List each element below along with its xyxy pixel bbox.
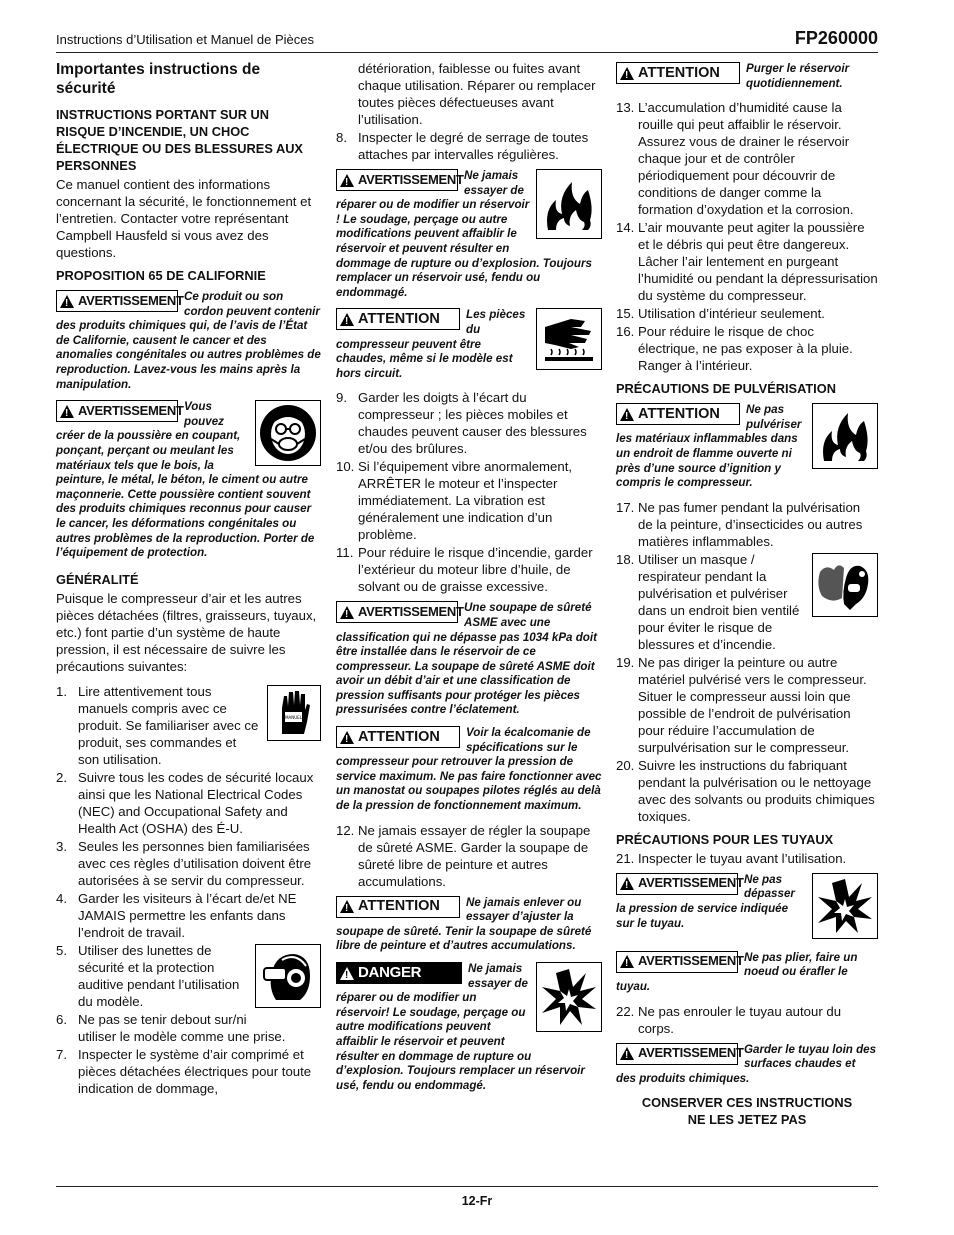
- hot-surface-hand-icon: [536, 308, 602, 370]
- intro-paragraph: Ce manuel contient des informations concernant la sécurité, le fonctionnement et l’entretien. Contacter votre représentant Campbell Hausfeld si vous avez des questions.: [56, 177, 312, 260]
- respirator-spray-icon: [812, 553, 878, 617]
- warning-hose-heat: ! AVERTISSEMENT Garder le tuyau loin des surfaces chaudes et des produits chimiques.: [616, 1043, 878, 1087]
- warning-signal: ! AVERTISSEMENT: [336, 601, 458, 623]
- caution-decal: ! ATTENTION Voir la écalcomanie de spécifications sur le compresseur pour retrouver la pression de service maximum. Ne pas faire fonctionner avec un manostat ou soupapes pilotes réglés au delà de la pression de fonctionnement maximum.: [336, 726, 602, 814]
- list-item: 22. Ne pas enrouler le tuyau autour du corps.: [616, 1003, 842, 1036]
- list-item: 19. Ne pas diriger la peinture ou autre matériel pulvérisé vers le compresseur. Situer le compresseur aussi loin que possible de l’endroit de pulvérisation pour réduire l’accumulation de surpulvérisation sur le compresseur.: [616, 654, 867, 755]
- warning-triangle-icon: [620, 408, 634, 421]
- general-paragraph: Puisque le compresseur d’air et les autres pièces détachées (filtres, graisseurs, tuyaux, etc.) font partie d’un système de haute pression, il est nécessaire de suivre les précautions suivantes:: [56, 590, 317, 674]
- manual-glove-icon: [267, 685, 321, 741]
- list-item: 6. Ne pas se tenir debout sur/ni utiliser le modèle comme une prise.: [56, 1011, 286, 1044]
- caution-signal: ! ATTENTION: [336, 308, 460, 330]
- respirator-mask-icon: [255, 400, 321, 466]
- warning-triangle-icon: [620, 877, 634, 890]
- header-rule: [56, 52, 878, 53]
- warning-triangle-icon: [60, 405, 74, 418]
- list-item: 17. Ne pas fumer pendant la pulvérisation de la peinture, d’insecticides ou autres matières inflammables.: [616, 499, 863, 549]
- caution-signal: ! ATTENTION: [616, 403, 740, 425]
- explosion-icon: [536, 962, 602, 1032]
- list-22: [616, 1003, 878, 1037]
- list-item: 20. Suivre les instructions du fabriquant pendant la pulvérisation ou le nettoyage avec des solvants ou produits chimiques toxiques.: [616, 757, 875, 824]
- list-item: 2. Suivre tous les codes de sécurité locaux ainsi que les National Electrical Codes (NEC) and Occupational Safety and Health Act (OSHA) des É-U.: [56, 769, 314, 836]
- warning-triangle-icon: [620, 955, 634, 968]
- warning-signal: ! AVERTISSEMENT: [616, 873, 738, 895]
- keep-line-1: CONSERVER CES INSTRUCTIONS: [641, 1095, 853, 1111]
- list-21: [616, 850, 878, 867]
- keep-line-2: NE LES JETEZ PAS: [687, 1112, 807, 1128]
- warning-triangle-icon: [60, 295, 74, 308]
- list-item: 11. Pour réduire le risque d’incendie, garder l’extérieur du moteur libre d’huile, de solvant ou de graisse excessive.: [336, 545, 593, 595]
- list-item: 3. Seules les personnes bien familiarisées avec ces règles d’utilisation doivent être autorisées à se servir du compresseur.: [56, 838, 312, 888]
- warning-triangle-icon: [340, 967, 354, 980]
- caution-signal: ! ATTENTION: [616, 62, 740, 84]
- caution-signal: ! ATTENTION: [336, 726, 460, 748]
- list-item: 8. Inspecter le degré de serrage de toutes attaches par intervalles régulières.: [336, 130, 589, 162]
- column-3: [616, 60, 878, 1128]
- danger-tank: ! DANGER Ne jamais essayer de réparer ou de modifier un réservoir! Le soudage, perçage ou autre modifications peuvent affaiblir le réservoir et peuvent résulter en dommage de rupture ou d’explosion. Toujours remplacer un réservoir usé, fendu ou endommagé.: [336, 962, 602, 1093]
- warning-signal: ! AVERTISSEMENT: [616, 951, 738, 973]
- document-title: Instructions d’Utilisation et Manuel de Pièces: [56, 32, 314, 47]
- caution-spraying: ! ATTENTION Ne pas pulvériser les matériaux inflammables dans un endroit de flamme ouverte ni près d’une source d’ignition y compris le compresseur.: [616, 403, 878, 491]
- warning-triangle-icon: [620, 1047, 634, 1060]
- list-item: 9. Garder les doigts à l’écart du compresseur ; les pièces mobiles et chaudes peuvent causer des blessures et/ou des brûlures.: [336, 390, 587, 457]
- list-item: 1. MANUEL Lire attentivement tous manuels compris avec ce produit. Se familiariser avec ce produit, ses commandes et son utilisation.: [56, 683, 321, 768]
- list-13-16: [616, 99, 878, 374]
- list-item: 12. Ne jamais essayer de régler la soupape de sûreté ASME. Garder la soupape de sûreté libre de peinture et autres accumulations.: [336, 822, 591, 889]
- warning-hose-pressure: ! AVERTISSEMENT Ne pas dépasser la pression de service indiquée sur le tuyau.: [616, 873, 878, 943]
- warning-hose-kink: ! AVERTISSEMENT Ne pas plier, faire un noeud ou érafler le tuyau.: [616, 951, 878, 995]
- warning-signal: ! AVERTISSEMENT: [336, 169, 458, 191]
- column-1: [56, 60, 321, 1098]
- list-item: 7. Inspecter le système d’air comprimé et pièces détachées électriques pour toute indication de dommage,: [56, 1046, 312, 1096]
- list-item-8-wrap: [336, 129, 602, 163]
- list-continuation: détérioration, faiblesse ou fuites avant chaque utilisation. Réparer ou remplacer toutes pièces défectueuses avant l’utilisation.: [358, 61, 596, 127]
- warning-prop65: ! AVERTISSEMENT Ce produit ou son cordon peuvent contenir des produits chimiques qui, de l’avis de l’État de Californie, causent le cancer et des anomalies congénitales ou autres problèmes de reproduction. Lavez-vous les mains après la manipulation.: [56, 290, 321, 392]
- goggles-ear-protection-icon: [255, 944, 321, 1008]
- caution-signal: ! ATTENTION: [336, 896, 460, 918]
- subheading-general: GÉNÉRALITÉ: [56, 571, 139, 587]
- list-item: 13. L’accumulation d’humidité cause la rouille qui peut affaiblir le réservoir. Assurez vous de drainer le réservoir chaque jour et de contrôler périodiquement pour découvrir de conditions de danger comme la formation d’oxydation et la corrosion.: [616, 100, 854, 218]
- list-17-20: [616, 499, 878, 825]
- column-2: [336, 60, 602, 1101]
- warning-signal: ! AVERTISSEMENT: [616, 1043, 738, 1065]
- warning-signal: ! AVERTISSEMENT: [56, 400, 178, 422]
- warning-triangle-icon: [340, 174, 354, 187]
- explosion-icon: [812, 873, 878, 939]
- caution-hot-parts: ! ATTENTION Les pièces du compresseur peuvent être chaudes, même si le modèle est hors circuit.: [336, 308, 602, 381]
- list-item: 16. Pour réduire le risque de choc électrique, ne pas exposer à la pluie. Ranger à l’intérieur.: [616, 324, 853, 374]
- subheading-spraying: PRÉCAUTIONS DE PULVÉRISATION: [616, 381, 836, 397]
- section-title: Importantes instructions de sécurité: [56, 61, 261, 97]
- subheading-fire-shock: INSTRUCTIONS PORTANT SUR UN RISQUE D’INCENDIE, UN CHOC ÉLECTRIQUE OU DES BLESSURES AUX PERSONNES: [56, 107, 303, 173]
- warning-triangle-icon: [340, 606, 354, 619]
- model-number: FP260000: [794, 28, 878, 48]
- caution-safety-valve: ! ATTENTION Ne jamais enlever ou essayer d’ajuster la soupape de sûreté. Tenir la soupape de sûreté libre de peinture et d’autres accumulations.: [336, 896, 602, 954]
- list-12: [336, 822, 602, 890]
- fire-icon: [812, 403, 878, 469]
- warning-triangle-icon: [340, 900, 354, 913]
- page-header: [56, 28, 878, 50]
- subheading-prop65: PROPOSITION 65 DE CALIFORNIE: [56, 268, 266, 283]
- list-item: 5. Utiliser des lunettes de sécurité et la protection auditive pendant l’utilisation du modèle.: [56, 942, 321, 1010]
- warning-tank-repair: ! AVERTISSEMENT Ne jamais essayer de réparer ou de modifier un réservoir ! Le soudage, perçage ou autre modifications peuvent affaiblir le réservoir et peuvent résulter en dommage de rupture ou d’explosion. Toujours remplacer un réservoir usé, fendu ou endommagé.: [336, 169, 602, 300]
- list-item: 15. Utilisation d’intérieur seulement.: [616, 306, 825, 322]
- svg-text:MANUEL: MANUEL: [285, 714, 302, 720]
- page-number: 12-Fr: [461, 1194, 493, 1208]
- warning-signal: ! AVERTISSEMENT: [56, 290, 178, 312]
- list-item: 10. Si l’équipement vibre anormalement, ARRÊTER le moteur et l’inspecter immédiatement. La vibration est généralement une indication d’un problème.: [336, 459, 573, 543]
- general-list: [56, 683, 321, 1097]
- list-item: 18. Utiliser un masque / respirateur pendant la pulvérisation et pulvériser dans un endroit bien ventilé pour éviter le risque de blessures et d’incendie.: [616, 551, 878, 653]
- warning-triangle-icon: [620, 67, 634, 80]
- keep-instructions: [616, 1094, 878, 1128]
- fire-icon: [536, 169, 602, 239]
- footer-rule: [56, 1186, 878, 1187]
- warning-triangle-icon: [340, 731, 354, 744]
- list-item: 14. L’air mouvante peut agiter la poussière et le débris qui peut être dangereux. Lâcher l’air lentement en purgeant l’humidité ou pendant la dépressurisation du système du compresseur.: [616, 220, 878, 304]
- warning-dust: ! AVERTISSEMENT Vous pouvez créer de la poussière en coupant, ponçant, perçant ou meulant les matériaux tels que le bois, la peinture, le métal, le béton, le ciment ou autre maçonnerie. Cette poussière contient souvent des produits chimiques reconnus pour causer le cancer, les déformations congénitales ou autres problèmes de la reproduction. Porter de l’équipement de protection.: [56, 400, 321, 561]
- list-item: 21. Inspecter le tuyau avant l’utilisation.: [616, 850, 847, 866]
- list-9-11: [336, 389, 602, 595]
- subheading-hoses: PRÉCAUTIONS POUR LES TUYAUX: [616, 831, 834, 847]
- danger-signal: ! DANGER: [336, 962, 462, 984]
- caution-drain-tank: ! ATTENTION Purger le réservoir quotidiennement.: [616, 62, 878, 91]
- warning-triangle-icon: [340, 313, 354, 326]
- list-item: 4. Garder les visiteurs à l’écart de/et NE JAMAIS permettre les enfants dans l’endroit de travail.: [56, 890, 297, 940]
- warning-asme-valve: ! AVERTISSEMENT Une soupape de sûreté ASME avec une classification qui ne dépasse pas 1034 kPa doit être installée dans le réservoir de ce compresseur. La soupape de sûreté ASME doit avoir un débit d’air et une classification de pression suffisants pour protéger les pièces pressurisées contre l’éclatement.: [336, 601, 602, 718]
